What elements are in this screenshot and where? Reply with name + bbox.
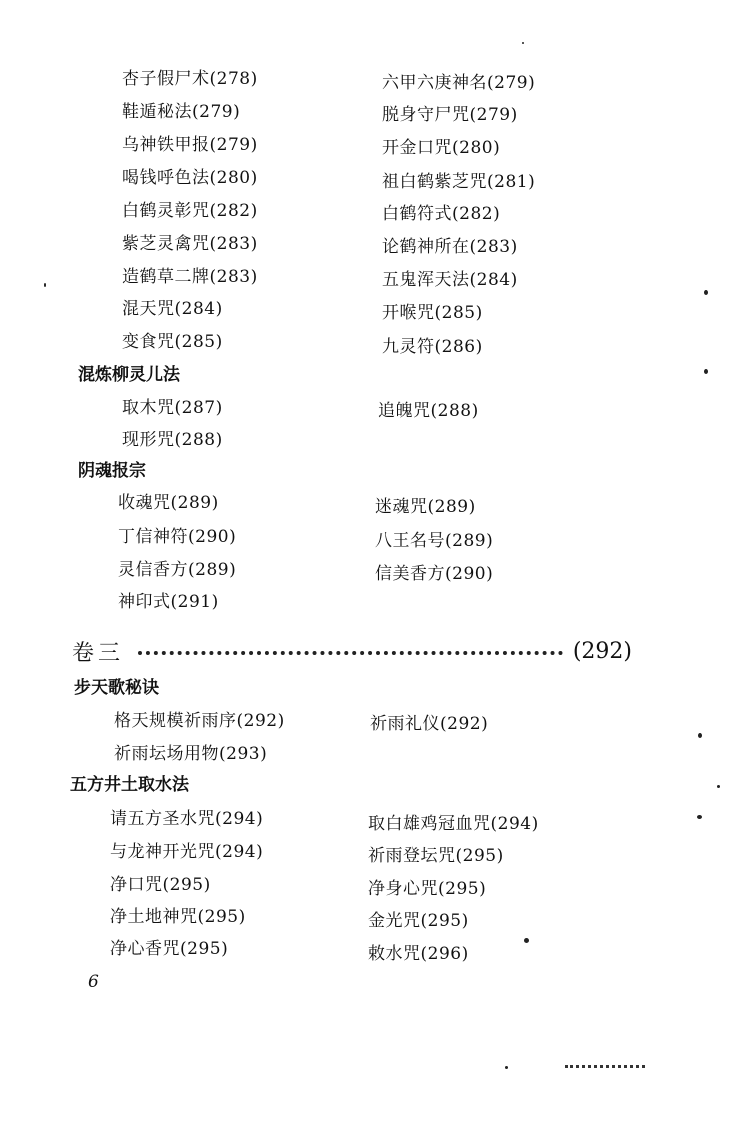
toc-entry: 现形咒(288) bbox=[122, 430, 223, 450]
toc-entry: 迷魂咒(289) bbox=[375, 497, 476, 517]
scan-speck bbox=[44, 283, 46, 287]
toc-entry: 请五方圣水咒(294) bbox=[110, 809, 264, 829]
toc-entry: 追魄咒(288) bbox=[378, 401, 479, 421]
scan-speck bbox=[704, 369, 708, 374]
toc-entry: 收魂咒(289) bbox=[118, 493, 219, 513]
toc-entry: 祖白鹤紫芝咒(281) bbox=[382, 172, 536, 192]
scan-speck bbox=[704, 290, 708, 295]
toc-entry: 混天咒(284) bbox=[122, 299, 223, 319]
toc-entry: 信美香方(290) bbox=[375, 564, 494, 584]
toc-entry: 八王名号(289) bbox=[375, 531, 494, 551]
toc-entry: 取木咒(287) bbox=[122, 398, 223, 418]
toc-entry: 祈雨坛场用物(293) bbox=[114, 744, 268, 764]
toc-entry: 白鹤灵彰咒(282) bbox=[122, 201, 258, 221]
toc-entry: 杏子假尸术(278) bbox=[122, 69, 258, 89]
chapter-heading bbox=[72, 636, 632, 666]
chapter-page-number: (292) bbox=[572, 638, 632, 664]
toc-entry: 与龙神开光咒(294) bbox=[110, 842, 264, 862]
scan-speck bbox=[698, 733, 702, 738]
scan-speck bbox=[717, 785, 720, 788]
toc-entry: 乌神铁甲报(279) bbox=[122, 135, 258, 155]
scan-mark bbox=[565, 1062, 645, 1068]
toc-entry: 净口咒(295) bbox=[110, 875, 211, 895]
section-heading: 阴魂报宗 bbox=[78, 461, 146, 481]
toc-entry: 开金口咒(280) bbox=[382, 138, 501, 158]
toc-entry: 紫芝灵禽咒(283) bbox=[122, 234, 258, 254]
toc-entry: 六甲六庚神名(279) bbox=[382, 73, 536, 93]
toc-entry: 敕水咒(296) bbox=[368, 944, 469, 964]
toc-entry: 五鬼浑天法(284) bbox=[382, 270, 518, 290]
toc-entry: 造鹤草二牌(283) bbox=[122, 267, 258, 287]
toc-entry: 变食咒(285) bbox=[122, 332, 223, 352]
toc-entry: 祈雨登坛咒(295) bbox=[368, 846, 504, 866]
toc-entry: 九灵符(286) bbox=[382, 337, 483, 357]
toc-entry: 鞋遁秘法(279) bbox=[122, 102, 241, 122]
toc-entry: 神印式(291) bbox=[118, 592, 219, 612]
toc-entry: 净心香咒(295) bbox=[110, 939, 229, 959]
toc-entry: 论鹤神所在(283) bbox=[382, 237, 518, 257]
chapter-title: 卷三 bbox=[72, 640, 125, 666]
scan-speck bbox=[697, 815, 702, 819]
section-heading: 混炼柳灵儿法 bbox=[78, 365, 180, 385]
toc-entry: 灵信香方(289) bbox=[118, 560, 237, 580]
section-heading: 五方井土取水法 bbox=[70, 775, 189, 795]
page-number: 6 bbox=[88, 972, 99, 992]
section-heading: 步天歌秘诀 bbox=[74, 678, 159, 698]
toc-entry: 取白雄鸡冠血咒(294) bbox=[368, 814, 539, 834]
toc-entry: 祈雨礼仪(292) bbox=[370, 714, 489, 734]
toc-entry: 格天规模祈雨序(292) bbox=[114, 711, 285, 731]
toc-entry: 金光咒(295) bbox=[368, 911, 469, 931]
toc-entry: 白鹤符式(282) bbox=[382, 204, 501, 224]
toc-entry: 脱身守尸咒(279) bbox=[382, 105, 518, 125]
toc-entry: 净身心咒(295) bbox=[368, 879, 487, 899]
scan-speck bbox=[505, 1066, 508, 1069]
dot-leader bbox=[138, 651, 563, 655]
scan-speck bbox=[524, 938, 529, 943]
scan-speck bbox=[522, 42, 524, 44]
toc-entry: 净土地神咒(295) bbox=[110, 907, 246, 927]
toc-entry: 开喉咒(285) bbox=[382, 303, 483, 323]
toc-entry: 喝钱呼色法(280) bbox=[122, 168, 258, 188]
toc-entry: 丁信神符(290) bbox=[118, 527, 237, 547]
